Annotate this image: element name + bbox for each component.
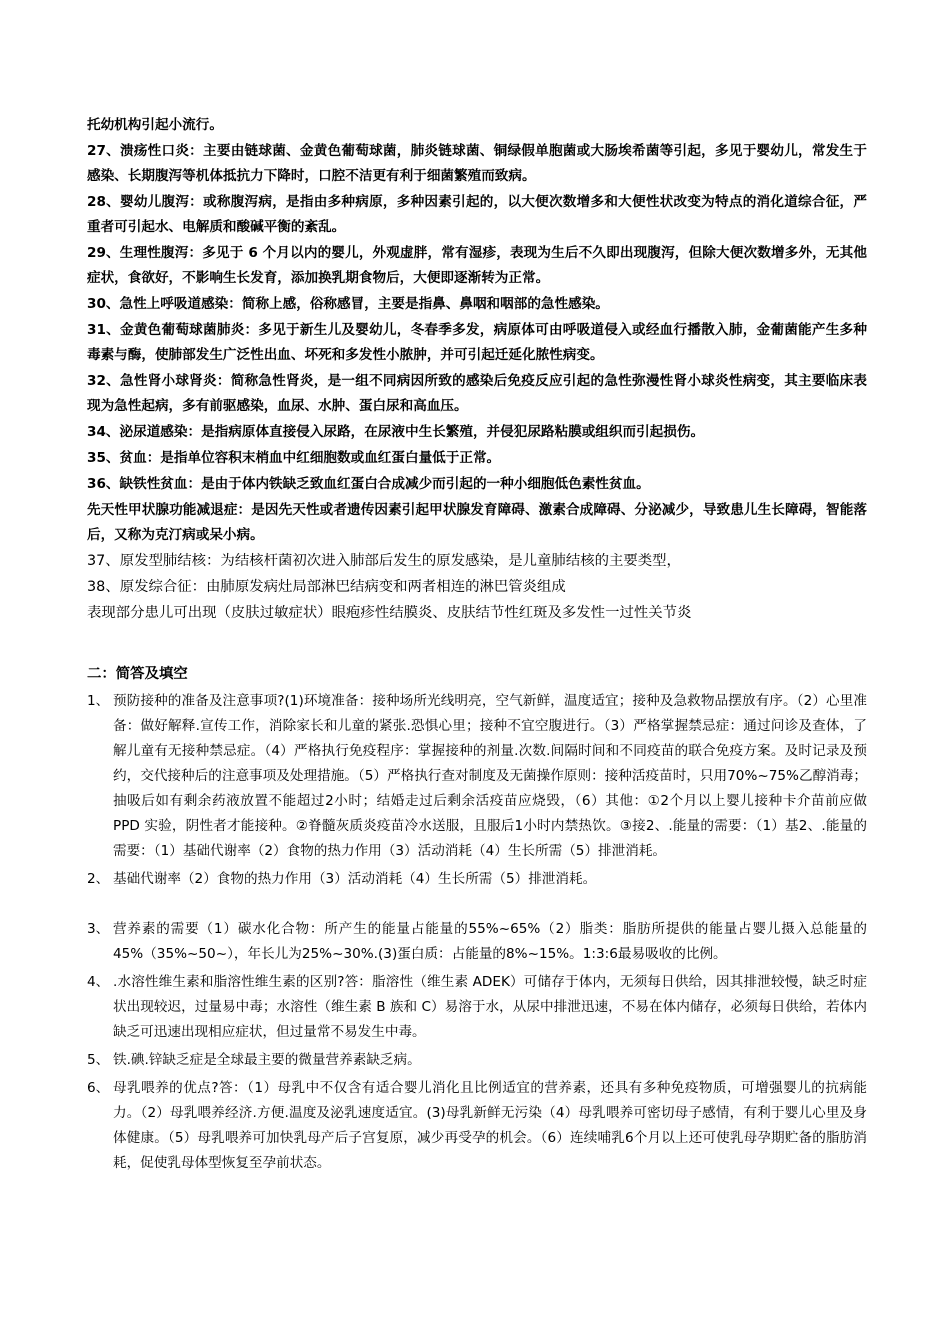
definition-paragraph: 35、贫血：是指单位容积末梢血中红细胞数或血红蛋白量低于正常。 [87, 450, 501, 466]
definition-paragraph: 27、溃疡性口炎：主要由链球菌、金黄色葡萄球菌，肺炎链球菌、铜绿假单胞菌或大肠埃希菌等引起，多见于婴幼儿，常发生于感染、长期腹泻等机体抵抗力下降时，口腔不洁更有利于细菌繁殖而致病。 [87, 143, 867, 184]
list-item [87, 970, 867, 1045]
item-number: 5、 [87, 1052, 110, 1068]
item-number: 4、 [87, 974, 110, 990]
definitions-section [87, 113, 867, 627]
list-item [87, 1048, 867, 1073]
definition-paragraph: 34、泌尿道感染：是指病原体直接侵入尿路，在尿液中生长繁殖，并侵犯尿路粘膜或组织而引起损伤。 [87, 424, 705, 440]
item-number: 2、 [87, 871, 110, 887]
item-text: 基础代谢率（2）食物的热力作用（3）活动消耗（4）生长所需（5）排泄消耗。 [113, 871, 597, 887]
definition-paragraph: 托幼机构引起小流行。 [87, 117, 223, 133]
item-text: 母乳喂养的优点?答：（1）母乳中不仅含有适合婴儿消化且比例适宜的营养素，还具有多种免疫物质，可增强婴儿的抗病能力。（2）母乳喂养经济.方便.温度及泌乳速度适宜。(3)母乳新鲜无污染（4）母乳喂养可密切母子感情，有利于婴儿心里及身体健康。（5）母乳喂养可加快乳母产后子宫复原，减少再受孕的机会。（6）连续哺乳6个月以上还可使乳母孕期贮备的脂肪消耗，促使乳母体型恢复至孕前状态。 [113, 1080, 867, 1171]
definition-paragraph: 表现部分患儿可出现（皮肤过敏症状）眼疱疹性结膜炎、皮肤结节性红斑及多发性一过性关节炎 [87, 605, 692, 621]
section-heading: 二：简答及填空 [87, 666, 188, 682]
definition-paragraph: 30、急性上呼吸道感染：简称上感，俗称感冒，主要是指鼻、鼻咽和咽部的急性感染。 [87, 296, 609, 312]
list-item [87, 867, 867, 892]
item-number: 1、 [87, 693, 110, 709]
item-text: 预防接种的准备及注意事项?(1)环境准备：接种场所光线明亮，空气新鲜，温度适宜；接种及急救物品摆放有序。（2）心里准备：做好解释.宣传工作，消除家长和儿童的紧张.恐惧心里；接种不宜空腹进行。（3）严格掌握禁忌症：通过问诊及查体，了解儿童有无接种禁忌症。（4）严格执行免疫程序：掌握接种的剂量.次数.间隔时间和不同疫苗的联合免疫方案。及时记录及预约，交代接种后的注意事项及处理措施。（5）严格执行查对制度及无菌操作原则：接种活疫苗时，只用70%~75%乙醇消毒；抽吸后如有剩余药液放置不能超过2小时；结婚走过后剩余活疫苗应烧毁，（6）其他：①2个月以上婴儿接种卡介苗前应做 PPD 实验，阴性者才能接种。②脊髓灰质炎疫苗冷水送服，且服后1小时内禁热饮。③接2、.能量的需要：（1）基2、.能量的需要：（1）基础代谢率（2）食物的热力作用（3）活动消耗（4）生长所需（5）排泄消耗。 [113, 693, 867, 859]
list-item [87, 917, 867, 967]
definition-paragraph: 36、缺铁性贫血：是由于体内铁缺乏致血红蛋白合成减少而引起的一种小细胞低色素性贫血。 [87, 476, 650, 492]
spacer [87, 895, 867, 917]
definition-paragraph: 38、原发综合征：由肺原发病灶局部淋巴结病变和两者相连的淋巴管炎组成 [87, 579, 566, 595]
definition-paragraph: 先天性甲状腺功能减退症：是因先天性或者遗传因素引起甲状腺发育障碍、激素合成障碍、分泌减少，导致患儿生长障碍，智能落后，又称为克汀病或呆小病。 [87, 502, 867, 543]
item-number: 6、 [87, 1080, 110, 1096]
item-text: 营养素的需要（1）碳水化合物：所产生的能量占能量的55%~65%（2）脂类：脂肪所提供的能量占婴儿摄入总能量的45%（35%~50~），年长儿为25%~30%.(3)蛋白质：占能量的8%~15%。1:3:6最易吸收的比例。 [113, 921, 867, 962]
list-item [87, 1076, 867, 1176]
item-text: .水溶性维生素和脂溶性维生素的区别?答：脂溶性（维生素 ADEK）可储存于体内，无须每日供给，因其排泄较慢，缺乏时症状出现较迟，过量易中毒；水溶性（维生素 B 族和 C）易溶于水，从尿中排泄迅速，不易在体内储存，必须每日供给，若体内缺乏可迅速出现相应症状，但过量常不易发生中毒。 [113, 974, 867, 1040]
list-item [87, 689, 867, 864]
definition-paragraph: 28、婴幼儿腹泻：或称腹泻病，是指由多种病原，多种因素引起的，以大便次数增多和大便性状改变为特点的消化道综合征，严重者可引起水、电解质和酸碱平衡的紊乱。 [87, 194, 867, 235]
definition-paragraph: 31、金黄色葡萄球菌肺炎：多见于新生儿及婴幼儿，冬春季多发，病原体可由呼吸道侵入或经血行播散入肺，金葡菌能产生多种毒素与酶，使肺部发生广泛性出血、坏死和多发性小脓肿，并可引起迁延化脓性病变。 [87, 322, 867, 363]
definition-paragraph: 29、生理性腹泻：多见于 6 个月以内的婴儿，外观虚胖，常有湿疹，表现为生后不久即出现腹泻，但除大便次数增多外，无其他症状，食欲好，不影响生长发育，添加换乳期食物后，大便即逐渐转为正常。 [87, 245, 867, 286]
definition-paragraph: 37、原发型肺结核：为结核杆菌初次进入肺部后发生的原发感染，是儿童肺结核的主要类型， [87, 553, 681, 569]
definition-paragraph: 32、急性肾小球肾炎：简称急性肾炎，是一组不同病因所致的感染后免疫反应引起的急性弥漫性肾小球炎性病变，其主要临床表现为急性起病，多有前驱感染，血尿、水肿、蛋白尿和高血压。 [87, 373, 867, 414]
item-text: 铁.碘.锌缺乏症是全球最主要的微量营养素缺乏病。 [113, 1052, 421, 1068]
item-number: 3、 [87, 921, 110, 937]
qa-section [87, 689, 867, 1179]
